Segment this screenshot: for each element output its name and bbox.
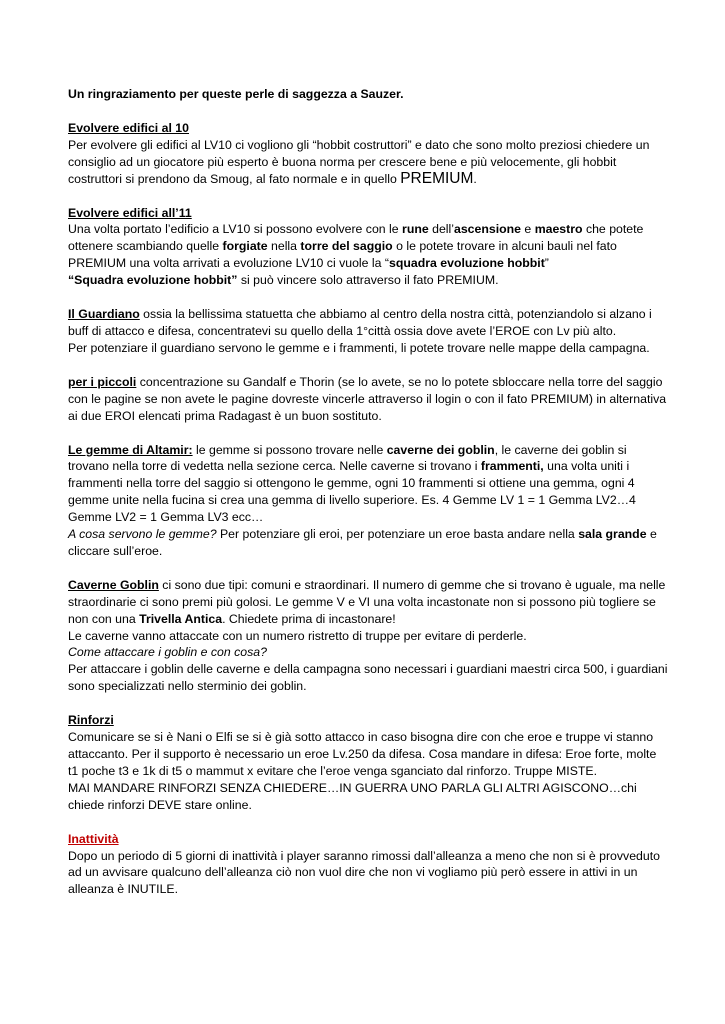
section-paragraph: Comunicare se si è Nani o Elfi se si è già sotto attacco in caso bisogna dire con che eroe e truppe vi stanno attaccanto. Per il supporto è necessario un eroe Lv.250 da difesa. Cosa mandare in difesa: Eroe forte, molte t1 poche t3 e 1k di t5 o mammut x evitare che l’eroe venga sganciato dal rinforzo. Truppe MISTE.: [68, 730, 657, 778]
section-paragraph: Per evolvere gli edifici al LV10 ci vogliono gli “hobbit costruttori” e dato che sono molto preziosi chiedere un consiglio ad un giocatore più esperto è buona norma per crescere bene e più velocemente, gli hobbit costruttori si prendono da Smoug, al fato normale e in quello PREMIUM.: [68, 137, 650, 187]
section-paragraph: Come attaccare i goblin e con cosa?: [68, 645, 267, 660]
section-paragraph: Il Guardiano ossia la bellissima statuetta che abbiamo al centro della nostra città, potenziandolo si alzano i buff di attacco e difesa, concentratevi su quello della 1°città ossia dove avete l’EROE con Lv più alto.: [68, 307, 652, 338]
section-paragraph: per i piccoli concentrazione su Gandalf e Thorin (se lo avete, se no lo potete sbloccare nella torre del saggio con le pagine se non avete le pagine dovreste vincerle attraverso il login o con il fato PREMIUM) in alternativa ai due EROI elencati prima Radagast è un buon sostituto.: [68, 374, 667, 423]
section-paragraph: Per potenziare il guardiano servono le gemme e i frammenti, li potete trovare nelle mappe della campagna.: [68, 340, 650, 355]
section-paragraph: Una volta portato l’edificio a LV10 si possono evolvere con le rune dell’ascensione e maestro che potete ottenere scambiando quelle forgiate nella torre del saggio o le potete trovare in alcuni bauli nel fato PREMIUM una volta arrivati a evoluzione LV10 ci vuole la “squadra evoluzione hobbit”: [68, 222, 644, 271]
section-heading: Evolvere edifici all’11: [68, 205, 192, 220]
document-page: [68, 86, 668, 898]
intro-line: Un ringraziamento per queste perle di saggezza a Sauzer.: [68, 87, 404, 101]
section-heading: Rinforzi: [68, 713, 114, 728]
section-heading: Inattività: [68, 831, 119, 846]
section-heading: Caverne Goblin: [68, 577, 159, 592]
section-paragraph: MAI MANDARE RINFORZI SENZA CHIEDERE…IN GUERRA UNO PARLA GLI ALTRI AGISCONO…chi chiede rinforzi DEVE stare online.: [68, 780, 637, 812]
section-heading: per i piccoli: [68, 374, 137, 389]
section-paragraph: Caverne Goblin ci sono due tipi: comuni e straordinari. Il numero di gemme che si trovano è uguale, ma nelle straordinarie ci sono premi più golosi. Le gemme V e VI una volta incastonate non si possono più togliere se non con una Trivella Antica. Chiedete prima di incastonare!: [68, 577, 666, 626]
section-paragraph: Le gemme di Altamir: le gemme si possono trovare nelle caverne dei goblin, le caverne dei goblin si trovano nella torre di vedetta nella sezione cerca. Nelle caverne si trovano i frammenti, una volta uniti i frammenti nella torre del saggio si ottengono le gemme, ogni 10 frammenti si ottiene una gemma, ogni 4 gemme unite nella fucina si crea una gemma di livello superiore. Es. 4 Gemme LV 1 = 1 Gemma LV2…4 Gemme LV2 = 1 Gemma LV3 ecc…: [68, 442, 636, 525]
section-heading: Evolvere edifici al 10: [68, 120, 189, 135]
section-paragraph: Dopo un periodo di 5 giorni di inattività i player saranno rimossi dall’alleanza a meno che non si è provveduto ad un avvisare qualcuno dell’alleanza ciò non vuol dire che non vi vogliamo più però essere in attivi in un alleanza è INUTILE.: [68, 848, 660, 897]
section-heading: Il Guardiano: [68, 307, 140, 322]
section-paragraph: A cosa servono le gemme? Per potenziare gli eroi, per potenziare un eroe basta andare nella sala grande e cliccare sull’eroe.: [68, 527, 657, 558]
section-paragraph: Per attaccare i goblin delle caverne e della campagna sono necessari i guardiani maestri circa 500, i guardiani sono specializzati nello sterminio dei goblin.: [68, 662, 668, 694]
section-paragraph: Le caverne vanno attaccate con un numero ristretto di truppe per evitare di perderle.: [68, 628, 527, 643]
section-heading: Le gemme di Altamir:: [68, 442, 193, 457]
section-paragraph: “Squadra evoluzione hobbit” si può vincere solo attraverso il fato PREMIUM.: [68, 273, 499, 288]
